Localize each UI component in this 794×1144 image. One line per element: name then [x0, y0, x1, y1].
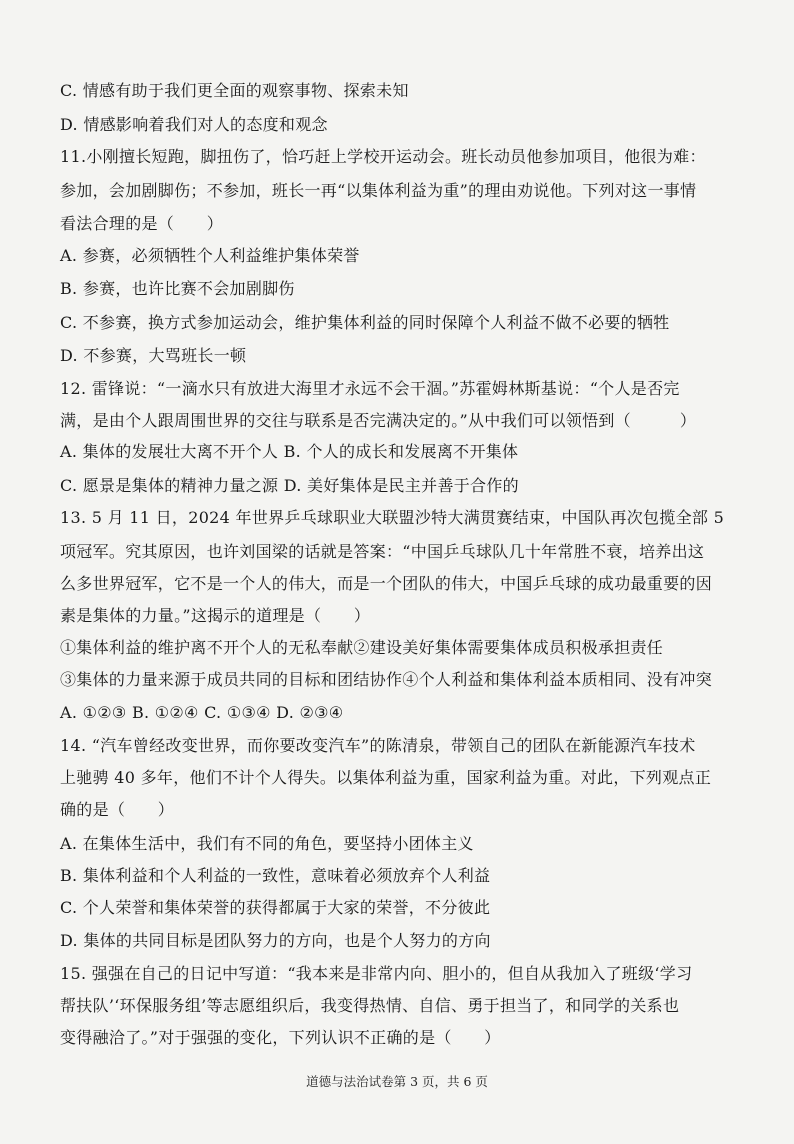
text-line: 12. 雷锋说：“一滴水只有放进大海里才永远不会干涸。”苏霍姆林斯基说：“个人是否完 [60, 379, 680, 398]
text-line: C. 愿景是集体的精神力量之源 D. 美好集体是民主并善于合作的 [60, 476, 519, 495]
page-footer: 道德与法治试卷第 3 页，共 6 页 [306, 1074, 488, 1089]
text-line: A. 参赛，必须牺牲个人利益维护集体荣誉 [60, 246, 360, 265]
text-line: C. 个人荣誉和集体荣誉的获得都属于大家的荣誉，不分彼此 [60, 898, 491, 917]
text-line: 项冠军。究其原因，也许刘国梁的话就是答案：“中国乒乓球队几十年常胜不衰，培养出这 [60, 542, 705, 561]
text-line: 15. 强强在自己的日记中写道：“我本来是非常内向、胆小的，但自从我加入了班级‘学习 [60, 964, 693, 983]
text-line: A. 在集体生活中，我们有不同的角色，要坚持小团体主义 [60, 834, 474, 853]
text-line: ①集体利益的维护离不开个人的无私奉献②建设美好集体需要集体成员积极承担责任 [60, 638, 664, 657]
text-line: 满，是由个人跟周围世界的交往与联系是否完满决定的。”从中我们可以领悟到（ ） [60, 411, 697, 430]
text-line: D. 情感影响着我们对人的态度和观念 [60, 115, 328, 134]
text-line: B. 集体利益和个人利益的一致性，意味着必须放弃个人利益 [60, 866, 491, 885]
text-line: 11.小刚擅长短跑，脚扭伤了，恰巧赶上学校开运动会。班长动员他参加项目，他很为难： [60, 147, 706, 166]
text-line: C. 不参赛，换方式参加运动会，维护集体利益的同时保障个人利益不做不必要的牺牲 [60, 313, 670, 332]
text-line: 素是集体的力量。”这揭示的道理是（ ） [60, 606, 371, 625]
text-line: 确的是（ ） [60, 800, 175, 819]
text-line: A. 集体的发展壮大离不开个人 B. 个人的成长和发展离不开集体 [60, 442, 519, 461]
text-line: ③集体的力量来源于成员共同的目标和团结协作④个人利益和集体利益本质相同、没有冲突 [60, 670, 713, 689]
text-line: D. 集体的共同目标是团队努力的方向，也是个人努力的方向 [60, 931, 491, 950]
text-line: 参加，会加剧脚伤；不参加，班长一再“以集体利益为重”的理由劝说他。下列对这一事情 [60, 181, 697, 200]
text-line: B. 参赛，也许比赛不会加剧脚伤 [60, 279, 295, 298]
text-line: 上驰骋 40 多年，他们不计个人得失。以集体利益为重，国家利益为重。对此，下列观点正 [60, 768, 712, 787]
text-line: 看法合理的是（ ） [60, 214, 224, 233]
text-line: C. 情感有助于我们更全面的观察事物、探索未知 [60, 81, 409, 100]
text-line: A. ①②③ B. ①②④ C. ①③④ D. ②③④ [60, 703, 344, 722]
text-line: D. 不参赛，大骂班长一顿 [60, 346, 247, 365]
text-line: 14. “汽车曾经改变世界，而你要改变汽车”的陈清泉，带领自己的团队在新能源汽车技术 [60, 736, 696, 755]
text-line: 变得融洽了。”对于强强的变化，下列认识不正确的是（ ） [60, 1028, 501, 1047]
text-line: 13. 5 月 11 日，2024 年世界乒乓球职业大联盟沙特大满贯赛结束，中国队再次包揽全部 5 [60, 508, 725, 527]
text-line: 么多世界冠军，它不是一个人的伟大，而是一个团队的伟大，中国乒乓球的成功最重要的因 [60, 574, 713, 593]
text-line: 帮扶队’‘环保服务组’等志愿组织后，我变得热情、自信、勇于担当了，和同学的关系也 [60, 996, 680, 1015]
